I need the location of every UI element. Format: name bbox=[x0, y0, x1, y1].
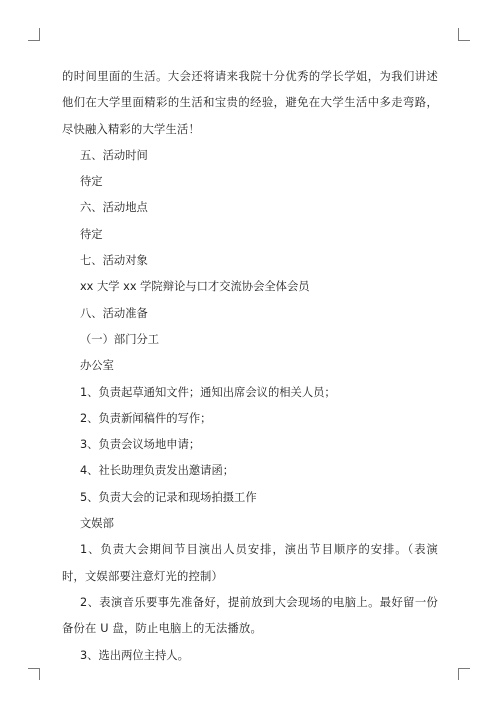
section-7-body: xx 大学 xx 学院辩论与口才交流协会全体会员 bbox=[80, 280, 310, 294]
office-title: 办公室 bbox=[80, 359, 114, 373]
list-item: 3、选出两位主持人。 bbox=[80, 648, 189, 662]
section-6-body: 待定 bbox=[80, 227, 103, 241]
list-item: 1、负责起草通知文件；通知出席会议的相关人员； bbox=[80, 385, 336, 399]
section-5-heading: 五、活动时间 bbox=[80, 148, 148, 162]
list-item: 4、社长助理负责发出邀请函； bbox=[80, 464, 235, 478]
section-8-heading: 八、活动准备 bbox=[80, 306, 148, 320]
document-body bbox=[62, 64, 438, 669]
list-item: 5、负责大会的记录和现场拍摄工作 bbox=[80, 490, 257, 504]
list-item: 3、负责会议场地申请； bbox=[80, 438, 201, 452]
intro-paragraph: 的时间里面的生活。大会还将请来我院十分优秀的学长学姐，为我们讲述他们在大学里面精彩的生活和宝贵的经验，避免在大学生活中多走弯路，尽快融入精彩的大学生活！ bbox=[62, 70, 438, 136]
list-item: 2、表演音乐要事先准备好，提前放到大会现场的电脑上。最好留一份备份在 U 盘，防止电脑上的无法播放。 bbox=[62, 595, 438, 636]
section-8-subheading: （一）部门分工 bbox=[80, 332, 160, 346]
list-item: 1、负责大会期间节目演出人员安排，演出节目顺序的安排。（表演时，文娱部要注意灯光的控制） bbox=[62, 543, 438, 583]
entertainment-title: 文娱部 bbox=[80, 517, 114, 531]
list-item: 2、负责新闻稿件的写作； bbox=[80, 411, 212, 425]
section-7-heading: 七、活动对象 bbox=[80, 254, 148, 268]
section-6-heading: 六、活动地点 bbox=[80, 201, 148, 215]
section-5-body: 待定 bbox=[80, 175, 103, 189]
